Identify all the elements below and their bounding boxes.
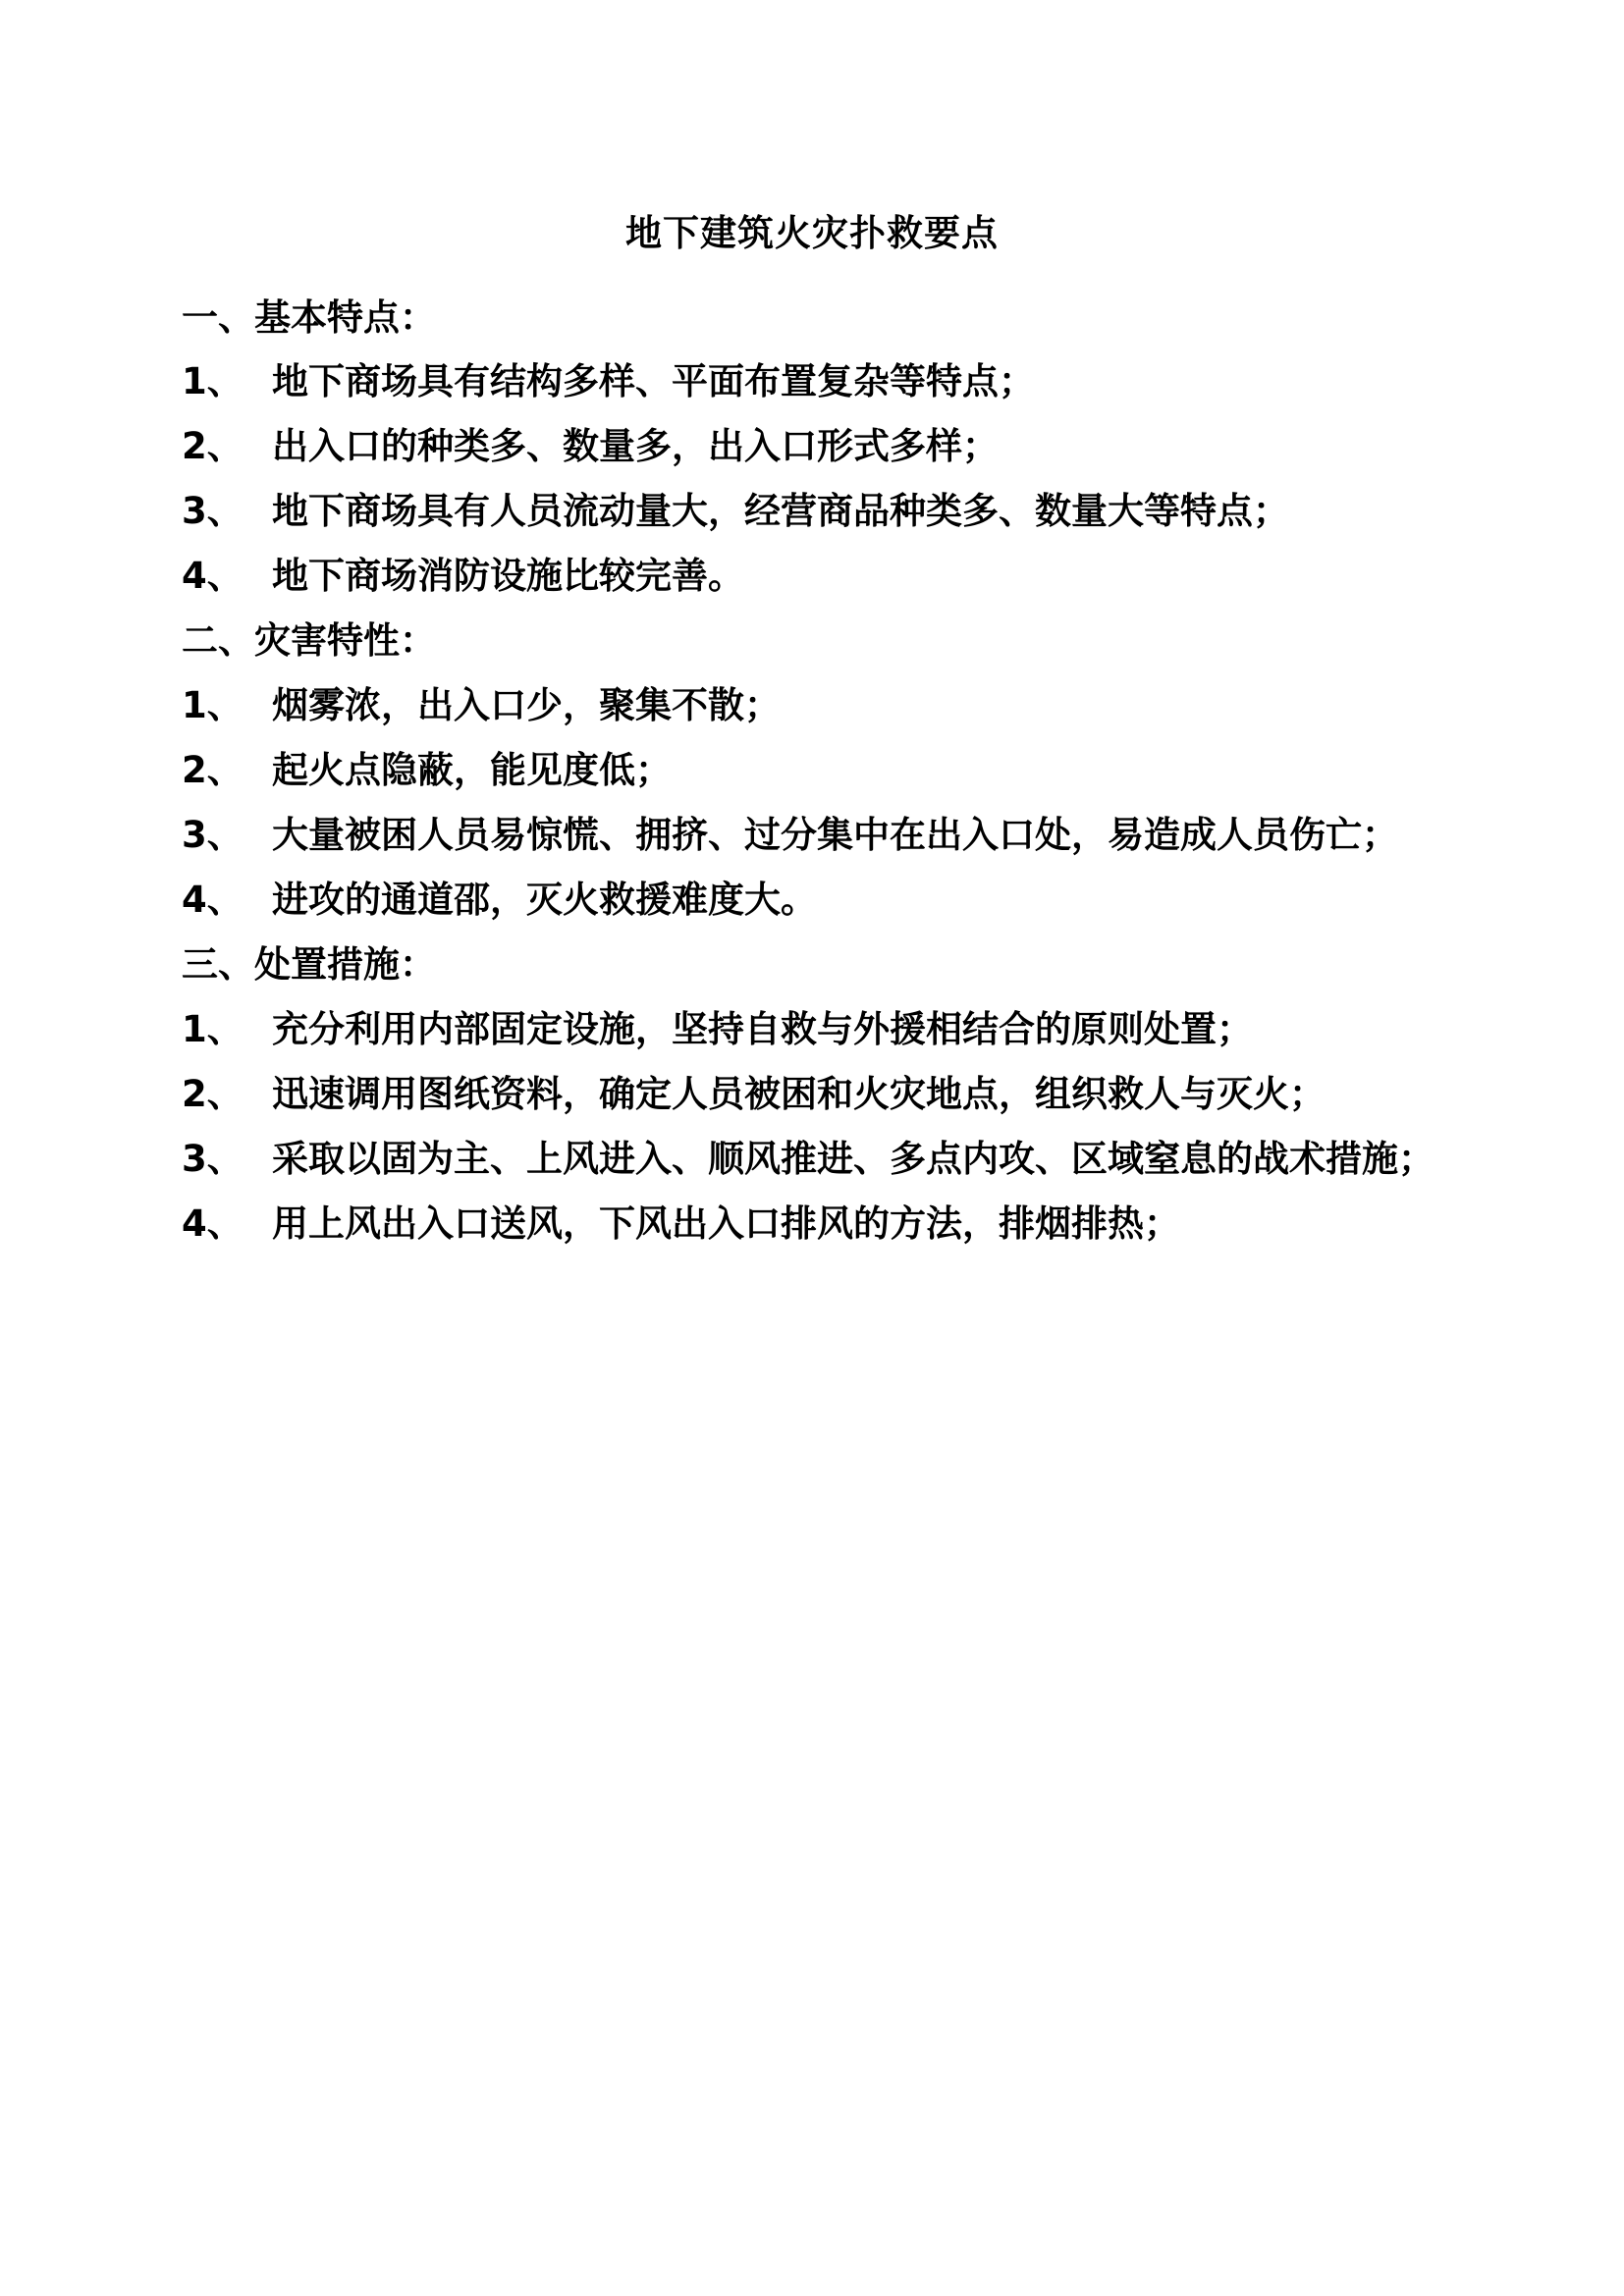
list-item-number: 3、 (182, 1137, 244, 1180)
list-item-number: 2、 (182, 749, 244, 792)
list-item-number: 1、 (182, 684, 244, 727)
list-item (182, 547, 1442, 606)
list-item-number: 3、 (182, 490, 244, 533)
section-number: 三、 (182, 942, 254, 986)
list-item (182, 1000, 1442, 1059)
list-item-text: 地下商场具有结构多样、平面布置复杂等特点； (272, 360, 1035, 403)
list-item-text: 地下商场具有人员流动量大，经营商品种类多、数量大等特点； (272, 490, 1289, 533)
list-item (182, 676, 1442, 735)
list-item-number: 4、 (182, 555, 244, 598)
list-item-text: 大量被困人员易惊慌、拥挤、过分集中在出入口处，易造成人员伤亡； (272, 814, 1398, 856)
section-heading (182, 935, 1442, 994)
list-item-text: 地下商场消防设施比较完善。 (272, 555, 744, 598)
section-heading (182, 612, 1442, 670)
list-item (182, 1065, 1442, 1124)
document-body (182, 289, 1442, 1254)
list-item-number: 2、 (182, 425, 244, 468)
section-heading (182, 289, 1442, 347)
list-item (182, 741, 1442, 800)
list-item-text: 充分利用内部固定设施，坚持自救与外援相结合的原则处置； (272, 1007, 1253, 1050)
page-title: 地下建筑火灾扑救要点 (625, 212, 999, 254)
list-item (182, 352, 1442, 411)
list-item-text: 迅速调用图纸资料，确定人员被困和火灾地点，组织救人与灭火； (272, 1072, 1326, 1115)
section-number: 二、 (182, 619, 254, 663)
list-item-number: 3、 (182, 814, 244, 856)
list-item (182, 417, 1442, 476)
list-item-number: 1、 (182, 1007, 244, 1050)
list-item-text: 采取以固为主、上风进入、顺风推进、多点内攻、区域窒息的战术措施； (272, 1137, 1435, 1180)
list-item-text: 烟雾浓，出入口少，聚集不散； (272, 684, 781, 727)
section-text: 灾害特性： (254, 619, 436, 663)
list-item (182, 482, 1442, 541)
list-item-number: 1、 (182, 360, 244, 403)
section-text: 基本特点： (254, 295, 436, 339)
list-item (182, 1130, 1442, 1189)
section-text: 处置措施： (254, 942, 436, 986)
section-number: 一、 (182, 295, 254, 339)
list-item (182, 871, 1442, 930)
list-item (182, 1195, 1442, 1254)
list-item-number: 2、 (182, 1072, 244, 1115)
list-item-text: 出入口的种类多、数量多，出入口形式多样； (272, 425, 999, 468)
list-item-number: 4、 (182, 1201, 244, 1245)
list-item-text: 用上风出入口送风，下风出入口排风的方法，排烟排热； (272, 1201, 1180, 1245)
list-item-text: 进攻的通道邵，灭火救援难度大。 (272, 878, 817, 921)
list-item-number: 4、 (182, 878, 244, 921)
list-item-text: 起火点隐蔽，能见度低； (272, 749, 672, 792)
list-item (182, 806, 1442, 865)
